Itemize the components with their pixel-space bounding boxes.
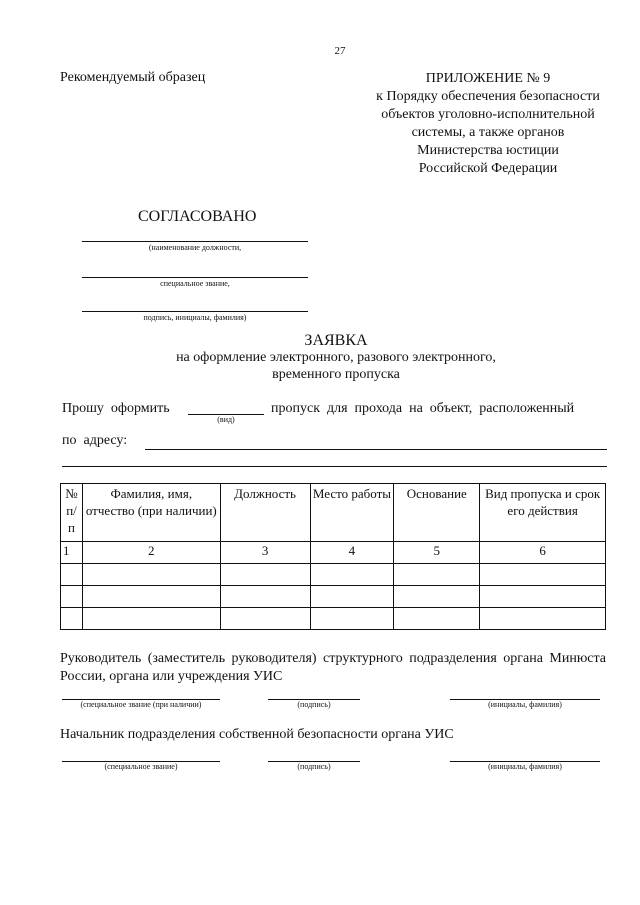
appendix-title: ПРИЛОЖЕНИЕ № 9 [425,71,551,86]
header-pass-type: Вид пропуска и срок его действия [480,484,606,542]
recommended-sample-label: Рекомендуемый образец [60,70,206,85]
col-number-4: 4 [310,542,394,564]
table-cell [394,564,480,586]
rank-line [82,277,308,278]
table-row [61,586,606,608]
application-title: ЗАЯВКА [304,332,368,349]
rank-caption-2: (специальное звание) [104,762,178,771]
table-cell [82,564,220,586]
approval-title: СОГЛАСОВАНО [138,208,257,225]
table-cell [480,608,606,630]
header-full-name: Фамилия, имя, отчество (при наличии) [82,484,220,542]
signature-line [82,311,308,312]
address-line [145,449,607,450]
signature-caption-1: (подпись) [297,700,331,709]
initials-caption-2: (инициалы, фамилия) [488,762,562,771]
col-number-1: 1 [61,542,83,564]
rank-caption: специальное звание, [160,279,230,288]
subtitle-line-2: временного пропуска [272,367,400,382]
table-cell [82,586,220,608]
col-number-6: 6 [480,542,606,564]
table-cell [310,586,394,608]
rank-opt-caption: (специальное звание (при наличии) [80,700,202,709]
security-head-text: Начальник подразделения собственной безопасности органа УИС [60,727,454,742]
appendix-line: Российской Федерации [418,161,558,176]
appendix-line: к Порядку обеспечения безопасности [376,89,600,104]
request-prefix: Прошу оформить [62,401,170,416]
table-cell [310,608,394,630]
table-row [61,608,606,630]
appendix-line: Министерства юстиции [417,143,559,158]
signature-caption: подпись, инициалы, фамилия) [143,313,247,322]
header-basis: Основание [394,484,480,542]
table-numbering-row [61,542,606,564]
position-caption: (наименование должности, [148,243,242,252]
table-cell [61,564,83,586]
address-label: по адресу: [62,433,128,448]
table-cell [394,608,480,630]
table-cell [394,586,480,608]
table-cell [220,608,310,630]
appendix-block [360,70,616,178]
table-cell [310,564,394,586]
table-cell [220,564,310,586]
subtitle-line-1: на оформление электронного, разового электронного, [176,350,496,365]
col-number-2: 2 [82,542,220,564]
table-cell [220,586,310,608]
table-row [61,564,606,586]
pass-type-caption: (вид) [217,415,235,424]
table-cell [61,586,83,608]
table-cell [82,608,220,630]
table-header-row [61,484,606,542]
page-number: 27 [334,45,346,57]
request-suffix: пропуск для прохода на объект, расположенный [271,401,575,416]
address-line-2 [62,466,607,467]
table-cell [480,586,606,608]
application-subtitle [0,349,640,383]
table-cell [61,608,83,630]
header-position: Должность [220,484,310,542]
initials-caption-1: (инициалы, фамилия) [488,700,562,709]
col-number-3: 3 [220,542,310,564]
appendix-line: системы, а также органов [411,125,565,140]
head-of-unit-text: Руководитель (заместитель руководителя) структурного подразделения органа Минюста России, органа или учреждения УИС [60,651,606,684]
col-number-5: 5 [394,542,480,564]
header-workplace: Место работы [310,484,394,542]
header-number: № п/п [61,484,83,542]
table-cell [480,564,606,586]
signature-caption-2: (подпись) [297,762,331,771]
position-line [82,241,308,242]
persons-table [60,483,606,630]
appendix-line: объектов уголовно-исполнительной [381,107,595,122]
